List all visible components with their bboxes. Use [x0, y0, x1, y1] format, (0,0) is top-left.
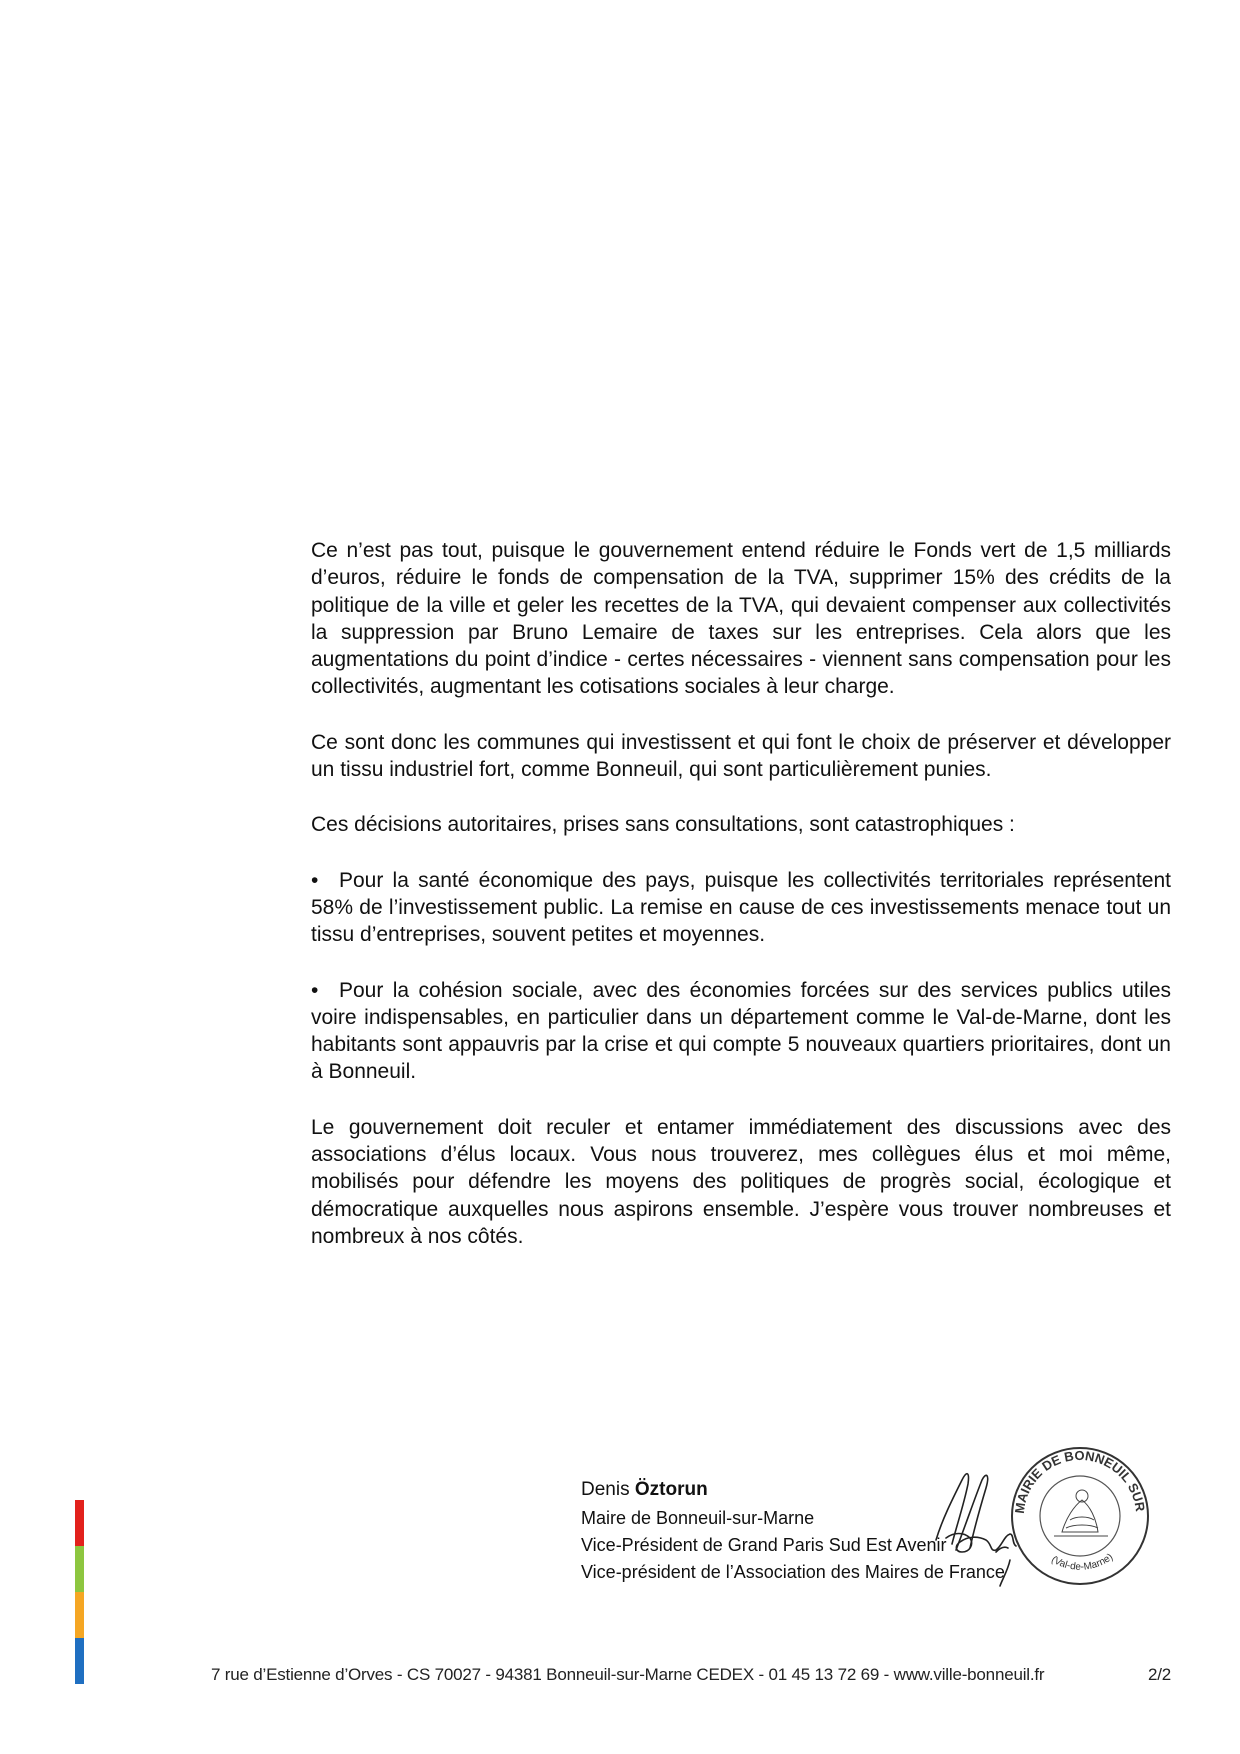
- paragraph: Ce sont donc les communes qui investissent et qui font le choix de préserver et développer un tissu industriel fort, comme Bonneuil, qui sont particulièrement punies.: [311, 730, 1171, 782]
- handwritten-signature: [936, 1474, 1016, 1586]
- bullet-text: Pour la santé économique des pays, puisque les collectivités territoriales représentent 58% de l’investissement public. La remise en cause de ces investissements menace tout un tissu d’entreprises, souvent petites et moyennes.: [311, 868, 1171, 947]
- signatory-title: Vice-président de l’Association des Maires de France: [581, 1562, 1005, 1582]
- color-bar-orange: [75, 1592, 84, 1638]
- color-bar-red: [75, 1500, 84, 1546]
- color-bar-green: [75, 1546, 84, 1592]
- bullet-icon: •: [311, 868, 319, 892]
- bullet-item: [311, 867, 1171, 949]
- seal-text-bottom: (Val-de-Marne): [1049, 1551, 1116, 1573]
- color-bar-blue: [75, 1638, 84, 1684]
- signatory-title: Vice-Président de Grand Paris Sud Est Avenir: [581, 1535, 947, 1555]
- mairie-seal: [930, 1440, 1148, 1584]
- page-number: 2/2: [1147, 1665, 1171, 1684]
- first-name: Denis: [581, 1479, 630, 1500]
- paragraph: Ce n’est pas tout, puisque le gouvernement entend réduire le Fonds vert de 1,5 milliards d’euros, réduire le fonds de compensation de la TVA, supprimer 15% des crédits de la politique de la ville et geler les recettes de la TVA, qui devaient compenser aux collectivités la suppression par Bruno Lemaire de taxes sur les entreprises. Cela alors que les augmentations du point d’indice - certes nécessaires - viennent sans compensation pour les collectivités, augmentant les cotisations sociales à leur charge.: [311, 539, 1171, 699]
- brand-color-bar: [75, 1500, 84, 1684]
- letter-body: [311, 537, 1171, 1278]
- bullet-icon: •: [311, 978, 319, 1002]
- footer-address: 7 rue d’Estienne d’Orves - CS 70027 - 94381 Bonneuil-sur-Marne CEDEX - 01 45 13 72 69 - www.ville-bonneuil.fr: [211, 1665, 1045, 1684]
- seal-text-top: MAIRIE DE BONNEUIL SUR: [1011, 1447, 1148, 1515]
- signatory-title: Maire de Bonneuil-sur-Marne: [581, 1508, 815, 1528]
- bullet-text: Pour la cohésion sociale, avec des économies forcées sur des services publics utiles voire indispensables, en particulier dans un département comme le Val-de-Marne, dont les habitants sont appauvris par la crise et qui compte 5 nouveaux quartiers prioritaires, dont un à Bonneuil.: [311, 978, 1171, 1084]
- closing-paragraph: Le gouvernement doit reculer et entamer immédiatement des discussions avec des associations d’élus locaux. Vous nous trouverez, mes collègues élus et moi même, mobilisés pour défendre les moyens des politiques de progrès social, écologique et démocratique auxquelles nous aspirons ensemble. J’espère vous trouver nombreuses et nombreux à nos côtés.: [311, 1115, 1171, 1248]
- paragraph: Ces décisions autoritaires, prises sans consultations, sont catastrophiques :: [311, 813, 1015, 837]
- seal-icon: [930, 1440, 1150, 1600]
- last-name: Öztorun: [634, 1479, 708, 1500]
- signature-and-seal: [930, 1440, 1150, 1600]
- bullet-item: [311, 977, 1171, 1086]
